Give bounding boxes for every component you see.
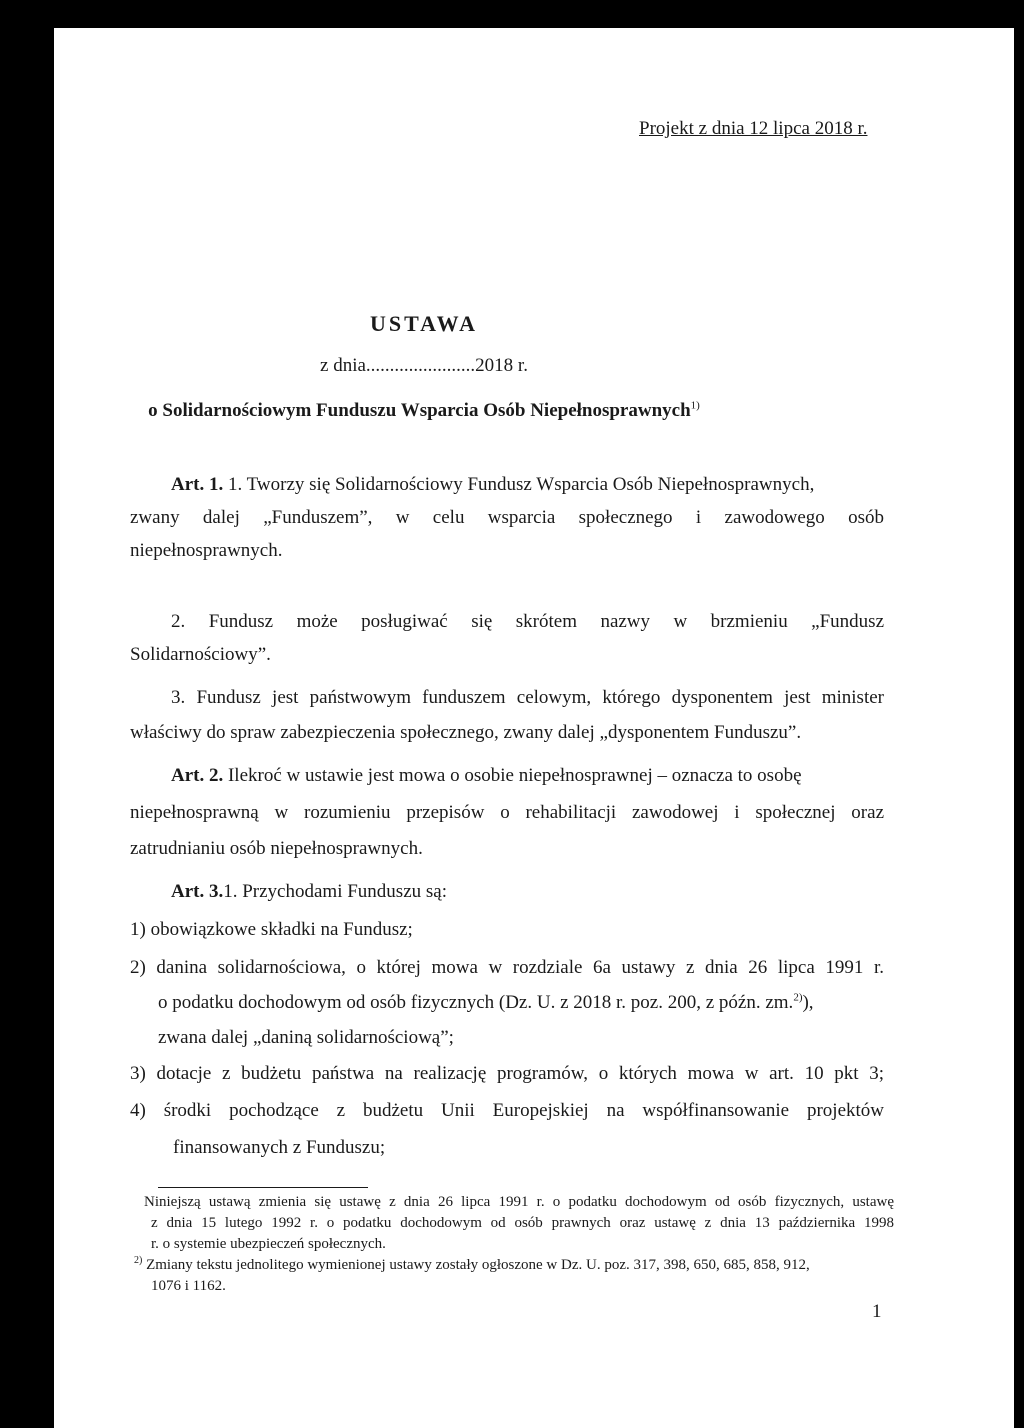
footnote-separator: [158, 1187, 368, 1188]
draft-date: Projekt z dnia 12 lipca 2018 r.: [639, 118, 868, 139]
footnote-2-line1: [134, 1255, 894, 1276]
art1-para1-line1: [171, 470, 814, 500]
art3-item-1: 1) obowiązkowe składki na Fundusz;: [130, 919, 413, 940]
footnote-ref-1: 1): [690, 399, 700, 412]
art1-para1-text: 1. Tworzy się Solidarnościowy Fundusz Wsparcia Osób Niepełnosprawnych,: [223, 474, 815, 495]
art2-line2: niepełnosprawną w rozumieniu przepisów o rehabilitacji zawodowej i społecznej oraz: [130, 802, 884, 823]
art3-item-4-line2: finansowanych z Funduszu;: [173, 1137, 386, 1158]
footnote-1-line2: z dnia 15 lutego 1992 r. o podatku dochodowym od osób prawnych oraz ustawę z dnia 13 października 1998: [151, 1215, 894, 1231]
art1-para3-line2: właściwy do spraw zabezpieczenia społecznego, zwany dalej „dysponentem Funduszu”.: [130, 722, 802, 743]
art1-para1-line3: niepełnosprawnych.: [130, 540, 283, 561]
art3-item-4-line1: 4) środki pochodzące z budżetu Unii Europejskiej na współfinansowanie projektów: [130, 1100, 884, 1121]
art1-number: Art. 1.: [171, 474, 224, 495]
act-title: USTAWA: [369, 311, 479, 336]
art3-number: Art. 3.: [171, 881, 224, 902]
art1-para2-line1: 2. Fundusz może posługiwać się skrótem nazwy w brzmieniu „Fundusz: [171, 611, 884, 632]
footnote-2-line2: 1076 i 1162.: [151, 1278, 226, 1294]
art2-number: Art. 2.: [171, 765, 224, 786]
art2-line1: [171, 761, 802, 791]
art3-intro-text: 1. Przychodami Funduszu są:: [223, 881, 447, 902]
art2-line3: zatrudnianiu osób niepełnosprawnych.: [130, 838, 423, 859]
art3-item-2-line2-text: o podatku dochodowym od osób fizycznych (Dz. U. z 2018 r. poz. 200, z późn. zm.: [158, 992, 794, 1013]
art3-intro: [171, 877, 447, 907]
art3-item-2-line1: 2) danina solidarnościowa, o której mowa w rozdziale 6a ustawy z dnia 26 lipca 1991 r.: [130, 957, 884, 978]
art3-item-2-line3: zwana dalej „daniną solidarnościową”;: [158, 1027, 454, 1048]
act-date: z dnia.......................2018 r.: [320, 355, 528, 376]
art1-para1-line2: zwany dalej „Funduszem”, w celu wsparcia społecznego i zawodowego osób: [130, 507, 884, 528]
art2-line1-text: Ilekroć w ustawie jest mowa o osobie niepełnosprawnej – oznacza to osobę: [223, 765, 802, 786]
act-subject: [54, 400, 794, 422]
footnote-2-ref: 2): [134, 1255, 143, 1266]
page-number: 1: [872, 1301, 882, 1322]
art1-para3-line1: 3. Fundusz jest państwowym funduszem celowym, którego dysponentem jest minister: [171, 687, 884, 708]
footnote-1-line1: Niniejszą ustawą zmienia się ustawę z dnia 26 lipca 1991 r. o podatku dochodowym od osób fizycznych, ustawę: [144, 1194, 894, 1210]
footnote-1-line3: r. o systemie ubezpieczeń społecznych.: [151, 1236, 386, 1252]
art3-item-3: 3) dotacje z budżetu państwa na realizację programów, o których mowa w art. 10 pkt 3;: [130, 1063, 884, 1084]
art3-item-2-line2-end: ),: [802, 992, 814, 1013]
art1-para2-line2: Solidarnościowy”.: [130, 644, 271, 665]
art3-item-2-line2: [158, 988, 814, 1018]
footnote-2-line1-text: Zmiany tekstu jednolitego wymienionej ustawy zostały ogłoszone w Dz. U. poz. 317, 398, 650, 685, 858, 912,: [142, 1257, 810, 1273]
act-subject-text: o Solidarnościowym Funduszu Wsparcia Osób Niepełnosprawnych: [148, 400, 691, 421]
footnote-ref-2: 2): [793, 991, 803, 1004]
document-page: [54, 28, 1014, 1428]
